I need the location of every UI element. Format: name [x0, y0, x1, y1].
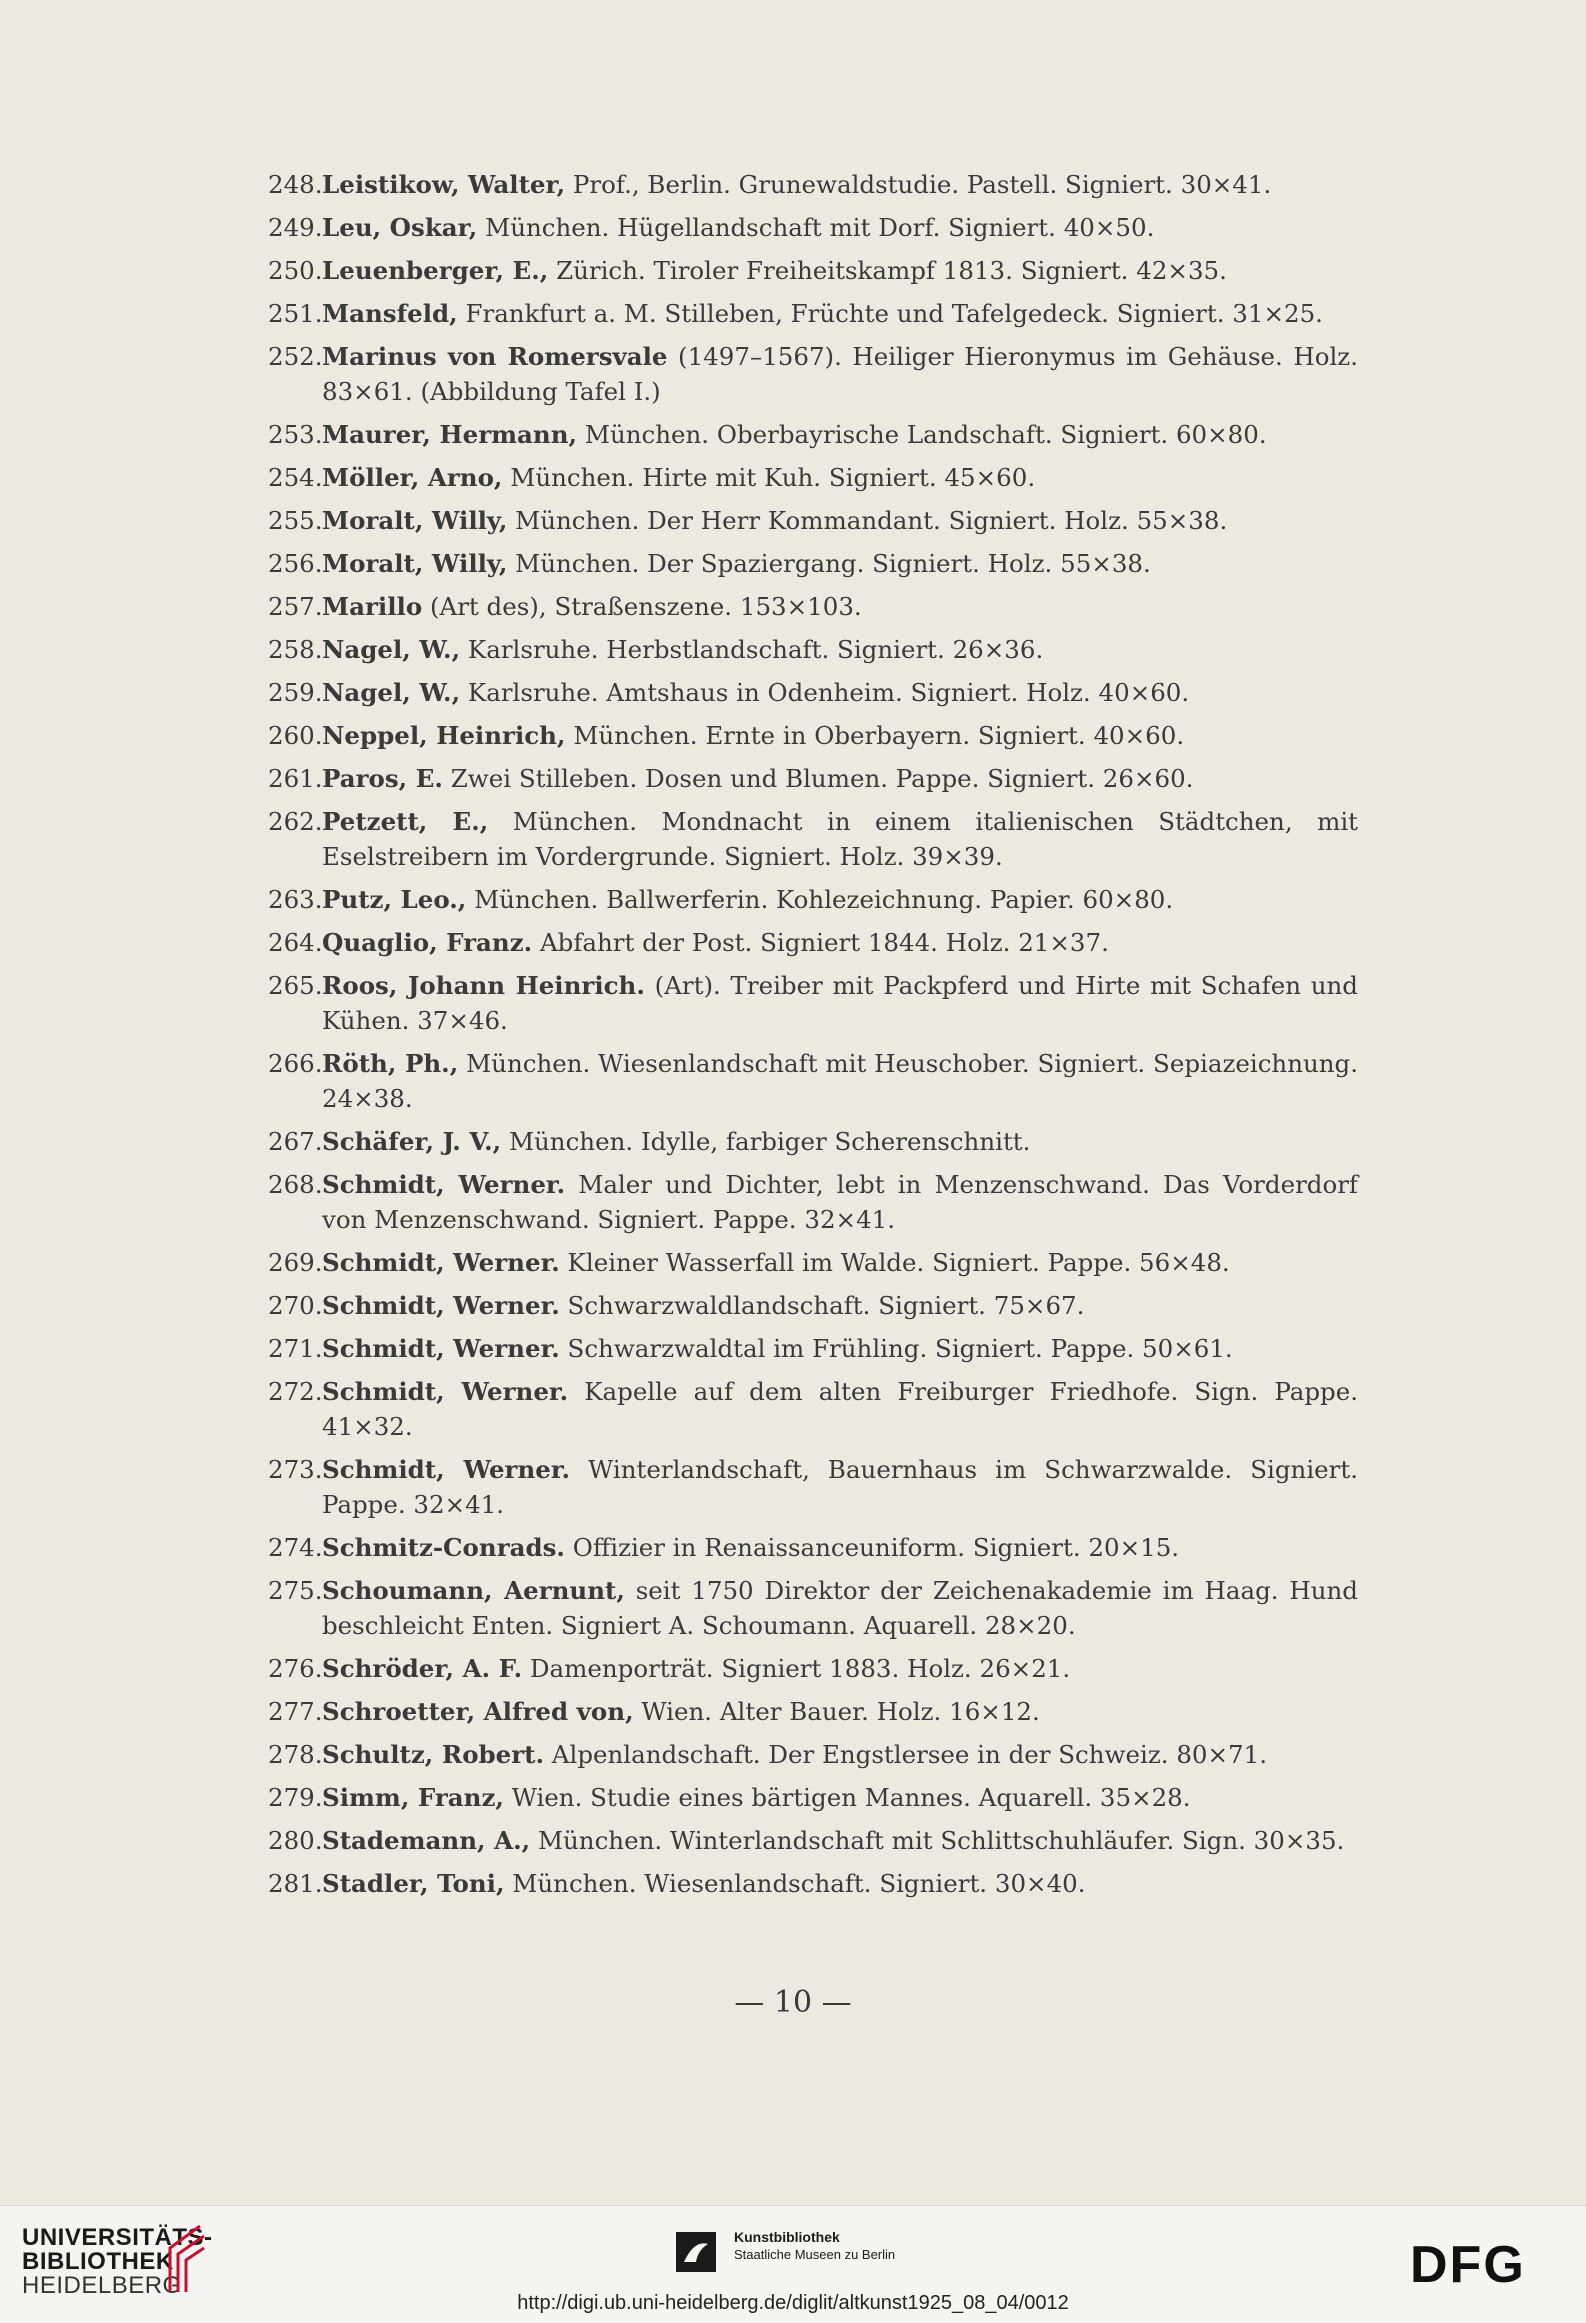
- entry-artist: Stademann, A.,: [322, 1826, 531, 1855]
- catalog-entry: [268, 339, 1358, 409]
- ub-line-1: UNIVERSITÄTS-: [22, 2224, 213, 2251]
- entry-body: [322, 210, 1358, 245]
- entry-body: [322, 589, 1358, 624]
- entry-body: [322, 503, 1358, 538]
- ub-line-3: HEIDELBERG: [22, 2272, 182, 2299]
- ub-line-2: BIBLIOTHEK: [22, 2248, 174, 2275]
- entry-body: [322, 339, 1358, 409]
- entry-number: 280.: [268, 1826, 323, 1855]
- entry-body: [322, 1737, 1358, 1772]
- entry-description: Offizier in Renaissanceuniform. Signiert. 20×15.: [564, 1533, 1180, 1562]
- entry-description: Kapelle auf dem alten Freiburger Friedhofe. Sign. Pappe. 41×32.: [322, 1377, 1359, 1441]
- dfg-wordmark: DFG: [1410, 2238, 1526, 2288]
- page-number: — 10 —: [734, 1985, 852, 2020]
- catalog-entry: [268, 1737, 1358, 1772]
- entry-body: [322, 1288, 1358, 1323]
- catalog-entry: [268, 1167, 1358, 1237]
- entry-description: München. Mondnacht in einem italienischen Städtchen, mit Eselstreibern im Vordergrunde. Signiert. Holz. 39×39.: [322, 807, 1358, 871]
- entry-body: [322, 675, 1358, 710]
- entry-number: 256.: [268, 549, 323, 578]
- entry-artist: Leu, Oskar,: [322, 213, 478, 242]
- entry-description: München. Der Herr Kommandant. Signiert. Holz. 55×38.: [507, 506, 1228, 535]
- entry-description: Frankfurt a. M. Stilleben, Früchte und Tafelgedeck. Signiert. 31×25.: [457, 299, 1323, 328]
- entry-number: 269.: [268, 1248, 323, 1277]
- catalog-entry: [268, 1694, 1358, 1729]
- catalog-entry: [268, 1573, 1358, 1643]
- catalog-entry: [268, 1124, 1358, 1159]
- entry-body: [322, 417, 1358, 452]
- entry-number: 277.: [268, 1697, 323, 1726]
- entry-artist: Schmitz-Conrads.: [322, 1533, 565, 1562]
- catalog-entry: [268, 1866, 1358, 1901]
- entry-number: 259.: [268, 678, 323, 707]
- entry-body: [322, 1823, 1358, 1858]
- entry-description: München. Oberbayrische Landschaft. Signiert. 60×80.: [577, 420, 1267, 449]
- catalog-entry: [268, 1651, 1358, 1686]
- catalog-entry: [268, 1780, 1358, 1815]
- entry-artist: Schultz, Robert.: [322, 1740, 545, 1769]
- entry-description: München. Idylle, farbiger Scherenschnitt.: [501, 1127, 1031, 1156]
- entry-artist: Schroetter, Alfred von,: [322, 1697, 634, 1726]
- entry-number: 265.: [268, 971, 323, 1000]
- dfg-logo[interactable]: [1410, 2238, 1560, 2288]
- entry-description: Kleiner Wasserfall im Walde. Signiert. Pappe. 56×48.: [559, 1248, 1230, 1277]
- entry-number: 272.: [268, 1377, 323, 1406]
- catalog-entry: [268, 1823, 1358, 1858]
- entry-body: [322, 1331, 1358, 1366]
- catalog-entry: [268, 210, 1358, 245]
- entry-description: München. Ernte in Oberbayern. Signiert. 40×60.: [565, 721, 1185, 750]
- entry-number: 273.: [268, 1455, 323, 1484]
- entry-number: 276.: [268, 1654, 323, 1683]
- entry-body: [322, 296, 1358, 331]
- entry-artist: Simm, Franz,: [322, 1783, 504, 1812]
- entry-body: [322, 925, 1358, 960]
- entry-number: 254.: [268, 463, 323, 492]
- entry-body: [322, 632, 1358, 667]
- catalog-entry: [268, 296, 1358, 331]
- catalog-entry: [268, 1374, 1358, 1444]
- entry-artist: Moralt, Willy,: [322, 506, 508, 535]
- catalog-entry: [268, 925, 1358, 960]
- entry-description: (Art). Treiber mit Packpferd und Hirte mit Schafen und Kühen. 37×46.: [322, 971, 1358, 1035]
- entry-artist: Möller, Arno,: [322, 463, 503, 492]
- entry-body: [322, 1694, 1358, 1729]
- entry-number: 274.: [268, 1533, 323, 1562]
- entry-body: [322, 253, 1358, 288]
- entry-number: 250.: [268, 256, 323, 285]
- entry-description: Prof., Berlin. Grunewaldstudie. Pastell. Signiert. 30×41.: [565, 170, 1272, 199]
- entry-number: 261.: [268, 764, 323, 793]
- entry-description: Schwarzwaldlandschaft. Signiert. 75×67.: [559, 1291, 1085, 1320]
- catalog-list: [268, 167, 1358, 1909]
- entry-body: [322, 1452, 1358, 1522]
- entry-body: [322, 1866, 1358, 1901]
- entry-number: 262.: [268, 807, 323, 836]
- entry-body: [322, 1374, 1358, 1444]
- entry-description: München. Hirte mit Kuh. Signiert. 45×60.: [502, 463, 1036, 492]
- catalog-entry: [268, 882, 1358, 917]
- catalog-entry: [268, 589, 1358, 624]
- entry-number: 278.: [268, 1740, 323, 1769]
- entry-number: 266.: [268, 1049, 323, 1078]
- entry-number: 253.: [268, 420, 323, 449]
- catalog-entry: [268, 1331, 1358, 1366]
- entry-description: seit 1750 Direktor der Zeichenakademie im Haag. Hund beschleicht Enten. Signiert A. Schoumann. Aquarell. 28×20.: [322, 1576, 1358, 1640]
- entry-description: Wien. Alter Bauer. Holz. 16×12.: [633, 1697, 1040, 1726]
- entry-number: 264.: [268, 928, 323, 957]
- entry-artist: Moralt, Willy,: [322, 549, 508, 578]
- entry-body: [322, 460, 1358, 495]
- entry-description: Maler und Dichter, lebt in Menzenschwand. Das Vorderdorf von Menzenschwand. Signiert. Pappe. 32×41.: [322, 1170, 1358, 1234]
- entry-artist: Marinus von Romersvale: [322, 342, 668, 371]
- entry-artist: Schmidt, Werner.: [322, 1248, 560, 1277]
- entry-description: Zwei Stilleben. Dosen und Blumen. Pappe. Signiert. 26×60.: [442, 764, 1194, 793]
- catalog-entry: [268, 460, 1358, 495]
- kunstbibliothek-emblem-icon: [676, 2232, 716, 2272]
- catalog-entry: [268, 1288, 1358, 1323]
- entry-artist: Röth, Ph.,: [322, 1049, 459, 1078]
- entry-body: [322, 546, 1358, 581]
- entry-description: Zürich. Tiroler Freiheitskampf 1813. Signiert. 42×35.: [548, 256, 1227, 285]
- entry-artist: Schmidt, Werner.: [322, 1170, 566, 1199]
- entry-artist: Nagel, W.,: [322, 678, 461, 707]
- entry-artist: Nagel, W.,: [322, 635, 461, 664]
- entry-description: Wien. Studie eines bärtigen Mannes. Aquarell. 35×28.: [503, 1783, 1191, 1812]
- entry-artist: Schröder, A. F.: [322, 1654, 523, 1683]
- entry-description: Damenporträt. Signiert 1883. Holz. 26×21.: [522, 1654, 1071, 1683]
- catalog-entry: [268, 167, 1358, 202]
- entry-body: [322, 968, 1358, 1038]
- permalink-url[interactable]: http://digi.ub.uni-heidelberg.de/diglit/altkunst1925_08_04/0012: [517, 2292, 1069, 2314]
- entry-artist: Mansfeld,: [322, 299, 458, 328]
- catalog-entry: [268, 632, 1358, 667]
- entry-description: München. Wiesenlandschaft. Signiert. 30×40.: [504, 1869, 1086, 1898]
- entry-body: [322, 1124, 1358, 1159]
- entry-description: (1497–1567). Heiliger Hieronymus im Gehäuse. Holz. 83×61. (Abbildung Tafel I.): [322, 342, 1359, 406]
- entry-body: [322, 1530, 1358, 1565]
- entry-description: Abfahrt der Post. Signiert 1844. Holz. 21×37.: [532, 928, 1109, 957]
- entry-artist: Leistikow, Walter,: [322, 170, 566, 199]
- entry-number: 251.: [268, 299, 323, 328]
- catalog-entry: [268, 1046, 1358, 1116]
- entry-number: 249.: [268, 213, 323, 242]
- entry-description: München. Hügellandschaft mit Dorf. Signiert. 40×50.: [477, 213, 1155, 242]
- entry-artist: Paros, E.: [322, 764, 443, 793]
- entry-description: München. Wiesenlandschaft mit Heuschober. Signiert. Sepiazeichnung. 24×38.: [322, 1049, 1359, 1113]
- entry-artist: Schmidt, Werner.: [322, 1334, 560, 1363]
- entry-body: [322, 761, 1358, 796]
- entry-artist: Putz, Leo.,: [322, 885, 467, 914]
- entry-artist: Schmidt, Werner.: [322, 1291, 560, 1320]
- entry-body: [322, 718, 1358, 753]
- entry-number: 271.: [268, 1334, 323, 1363]
- catalog-entry: [268, 546, 1358, 581]
- entry-number: 263.: [268, 885, 323, 914]
- entry-description: (Art des), Straßenszene. 153×103.: [422, 592, 862, 621]
- footer-bar: [0, 2205, 1586, 2323]
- entry-artist: Schäfer, J. V.,: [322, 1127, 502, 1156]
- entry-artist: Maurer, Hermann,: [322, 420, 578, 449]
- entry-description: München. Ballwerferin. Kohlezeichnung. Papier. 60×80.: [466, 885, 1174, 914]
- entry-description: Winterlandschaft, Bauernhaus im Schwarzwalde. Signiert. Pappe. 32×41.: [322, 1455, 1358, 1519]
- entry-number: 255.: [268, 506, 323, 535]
- entry-number: 279.: [268, 1783, 323, 1812]
- entry-body: [322, 804, 1358, 874]
- entry-number: 275.: [268, 1576, 323, 1605]
- entry-body: [322, 1167, 1358, 1237]
- catalog-entry: [268, 804, 1358, 874]
- entry-number: 257.: [268, 592, 323, 621]
- catalog-entry: [268, 417, 1358, 452]
- entry-body: [322, 1245, 1358, 1280]
- kunstbibliothek-subtitle: Staatliche Museen zu Berlin: [734, 2247, 896, 2262]
- entry-description: München. Der Spaziergang. Signiert. Holz. 55×38.: [507, 549, 1151, 578]
- entry-number: 268.: [268, 1170, 323, 1199]
- entry-description: Karlsruhe. Herbstlandschaft. Signiert. 26×36.: [460, 635, 1044, 664]
- catalog-entry: [268, 253, 1358, 288]
- entry-body: [322, 1046, 1358, 1116]
- entry-description: Schwarzwaldtal im Frühling. Signiert. Pappe. 50×61.: [559, 1334, 1233, 1363]
- kunstbibliothek-title: Kunstbibliothek: [734, 2229, 840, 2245]
- entry-number: 258.: [268, 635, 323, 664]
- entry-artist: Marillo: [322, 592, 423, 621]
- entry-body: [322, 167, 1358, 202]
- entry-artist: Neppel, Heinrich,: [322, 721, 566, 750]
- catalog-entry: [268, 503, 1358, 538]
- entry-description: Karlsruhe. Amtshaus in Odenheim. Signiert. Holz. 40×60.: [460, 678, 1190, 707]
- catalog-entry: [268, 761, 1358, 796]
- entry-number: 252.: [268, 342, 323, 371]
- entry-artist: Leuenberger, E.,: [322, 256, 549, 285]
- entry-artist: Schoumann, Aernunt,: [322, 1576, 625, 1605]
- entry-body: [322, 882, 1358, 917]
- entry-artist: Roos, Johann Heinrich.: [322, 971, 645, 1000]
- ub-heidelberg-logo-icon: [164, 2222, 208, 2298]
- entry-number: 248.: [268, 170, 323, 199]
- entry-description: Alpenlandschaft. Der Engstlersee in der Schweiz. 80×71.: [544, 1740, 1268, 1769]
- entry-number: 260.: [268, 721, 323, 750]
- entry-artist: Quaglio, Franz.: [322, 928, 533, 957]
- catalog-entry: [268, 1245, 1358, 1280]
- entry-body: [322, 1573, 1358, 1643]
- entry-number: 281.: [268, 1869, 323, 1898]
- entry-artist: Schmidt, Werner.: [322, 1455, 571, 1484]
- entry-artist: Stadler, Toni,: [322, 1869, 505, 1898]
- entry-artist: Petzett, E.,: [322, 807, 489, 836]
- catalog-entry: [268, 1530, 1358, 1565]
- catalog-entry: [268, 1452, 1358, 1522]
- entry-number: 270.: [268, 1291, 323, 1320]
- catalog-entry: [268, 968, 1358, 1038]
- catalog-entry: [268, 675, 1358, 710]
- entry-body: [322, 1651, 1358, 1686]
- entry-artist: Schmidt, Werner.: [322, 1377, 569, 1406]
- catalog-entry: [268, 718, 1358, 753]
- entry-description: München. Winterlandschaft mit Schlittschuhläufer. Sign. 30×35.: [530, 1826, 1345, 1855]
- entry-body: [322, 1780, 1358, 1815]
- entry-number: 267.: [268, 1127, 323, 1156]
